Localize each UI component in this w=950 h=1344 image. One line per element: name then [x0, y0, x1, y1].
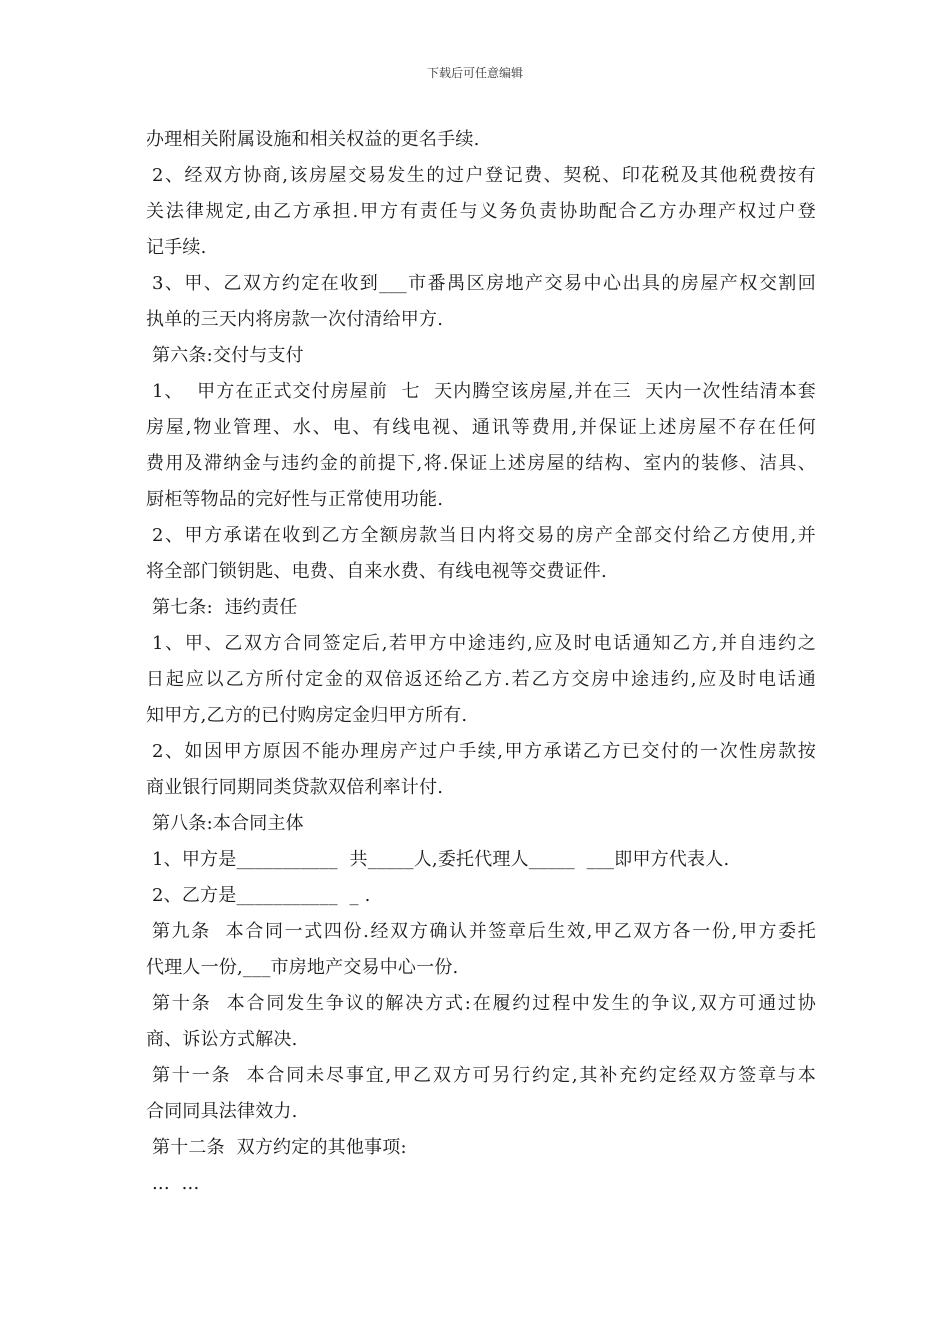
section-heading: 第六条:交付与支付 [152, 345, 304, 366]
text-line: 房屋,物业管理、水、电、有线电视、通讯等费用,并保证上述房屋不存在任何 [146, 417, 816, 438]
text-line: 2、经双方协商,该房屋交易发生的过户登记费、契税、印花税及其他税费按有 [152, 165, 816, 186]
document-body [146, 122, 816, 1202]
text-line: 商、诉讼方式解决. [146, 1029, 298, 1050]
text-line: 2、甲方承诺在收到乙方全额房款当日内将交易的房产全部交付给乙方使用,并 [152, 525, 816, 546]
text-line: 1、 甲方在正式交付房屋前 七 天内腾空该房屋,并在三 天内一次性结清本套 [152, 381, 816, 402]
text-line: 费用及滞纳金与违约金的前提下,将.保证上述房屋的结构、室内的装修、洁具、 [146, 453, 816, 474]
text-line: 知甲方,乙方的已付购房定金归甲方所有. [146, 705, 468, 726]
text-line: 2、乙方是___________ _ . [152, 885, 371, 906]
section-heading: 第七条: 违约责任 [152, 597, 298, 618]
ellipsis-line: ... ... [152, 1173, 200, 1194]
text-line: 商业银行同期同类贷款双倍利率计付. [146, 777, 444, 798]
text-line: 合同同具法律效力. [146, 1101, 298, 1122]
text-line: 日起应以乙方所付定金的双倍返还给乙方.若乙方交房中途违约,应及时电话通 [146, 669, 816, 690]
text-line: 厨柜等物品的完好性与正常使用功能. [146, 489, 444, 510]
text-line: 2、如因甲方原因不能办理房产过户手续,甲方承诺乙方已交付的一次性房款按 [152, 741, 816, 762]
text-line: 1、甲、乙双方合同签定后,若甲方中途违约,应及时电话通知乙方,并自违约之 [152, 633, 816, 654]
section-heading: 第十二条 双方约定的其他事项: [152, 1137, 407, 1158]
text-line: 1、甲方是___________ 共_____人,委托代理人_____ ___即甲方代表人. [152, 849, 730, 870]
text-line: 第十一条 本合同未尽事宜,甲乙双方可另行约定,其补充约定经双方签章与本 [152, 1065, 816, 1086]
section-heading: 第八条:本合同主体 [152, 813, 304, 834]
text-line: 办理相关附属设施和相关权益的更名手续. [146, 129, 480, 150]
page-header: 下载后可任意编辑 [426, 66, 523, 80]
text-line: 记手续. [146, 237, 207, 258]
text-line: 3、甲、乙双方约定在收到___市番禺区房地产交易中心出具的房屋产权交割回 [152, 273, 816, 294]
text-line: 第十条 本合同发生争议的解决方式:在履约过程中发生的争议,双方可通过协 [152, 993, 816, 1014]
text-line: 代理人一份,___市房地产交易中心一份. [146, 957, 459, 978]
text-line: 第九条 本合同一式四份.经双方确认并签章后生效,甲乙双方各一份,甲方委托 [152, 921, 816, 942]
text-line: 执单的三天内将房款一次付清给甲方. [146, 309, 444, 330]
text-line: 将全部门锁钥匙、电费、自来水费、有线电视等交费证件. [146, 561, 607, 582]
text-line: 关法律规定,由乙方承担.甲方有责任与义务负责协助配合乙方办理产权过户登 [146, 201, 816, 222]
